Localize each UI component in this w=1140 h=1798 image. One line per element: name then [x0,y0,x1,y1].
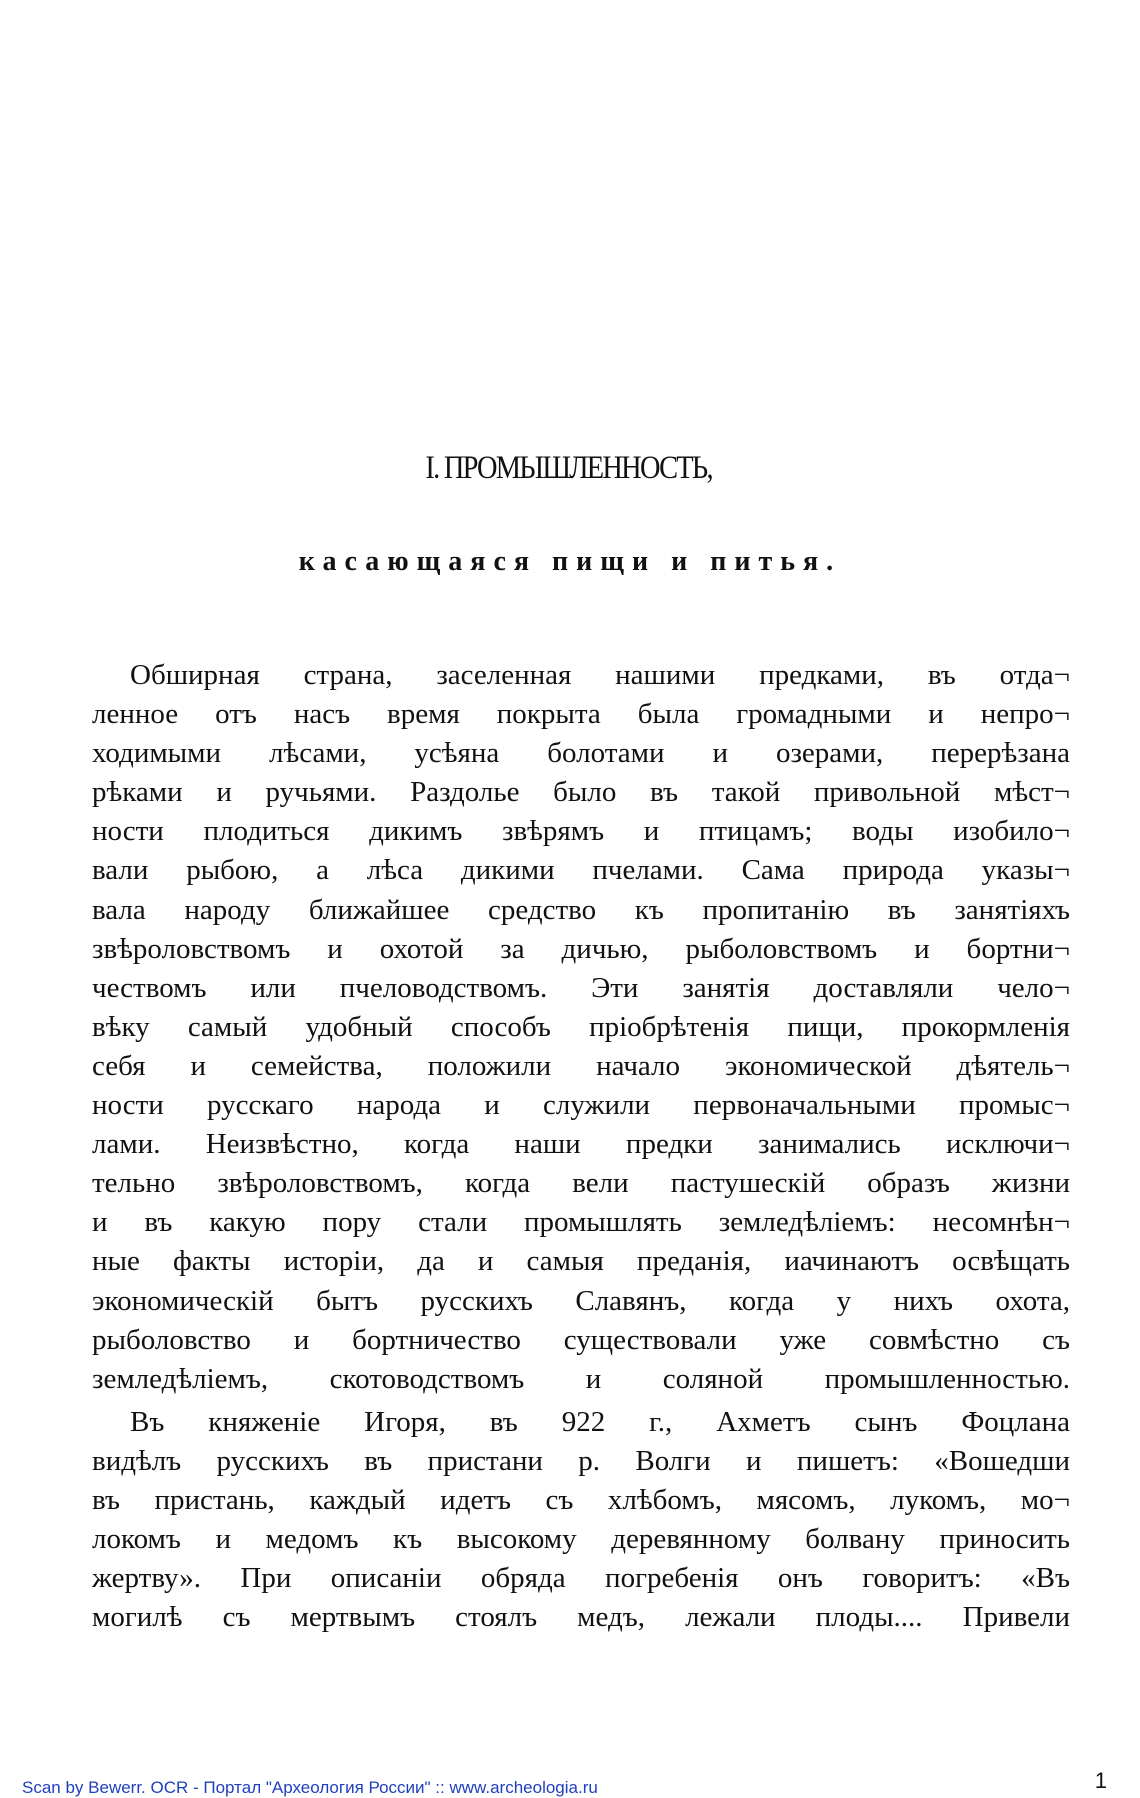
text-line: себя и семейства, положили начало экономической дѣятель¬ [92,1049,1070,1082]
text-line: лами. Неизвѣстно, когда наши предки занимались исключи¬ [92,1128,1070,1161]
text-line: могилѣ съ мертвымъ стоялъ медъ, лежали плоды.... Привели [92,1601,1070,1634]
body-text [92,656,1070,1637]
text-line: ходимыми лѣсами, усѣяна болотами и озерами, перерѣзана [92,737,1070,770]
text-line: ности русскаго народа и служили первоначальными промыс¬ [92,1089,1070,1122]
chapter-subheading: касающаяся пищи и питья. [298,546,842,577]
text-line: и въ какую пору стали промышлять земледѣліемъ: несомнѣн¬ [92,1206,1070,1239]
text-line: локомъ и медомъ къ высокому деревянному болвану приносить [92,1523,1070,1556]
text-line: рѣками и ручьями. Раздолье было въ такой привольной мѣст¬ [92,776,1070,809]
text-line: ные факты исторіи, да и самыя преданія, иачинаютъ освѣщать [92,1245,1070,1278]
text-line: звѣроловствомъ и охотой за дичью, рыболовствомъ и бортни¬ [92,932,1070,965]
text-line: Обширная страна, заселенная нашими предками, въ отда¬ [130,659,1070,691]
text-line: вала народу ближайшее средство къ пропитанію въ занятіяхъ [92,893,1070,926]
text-line: рыболовство и бортничество существовали уже совмѣстно съ [92,1323,1070,1356]
text-line: жертву». При описаніи обряда погребенія онъ говоритъ: «Въ [92,1562,1070,1595]
text-line: тельно звѣроловствомъ, когда вели пастушескій образъ жизни [92,1167,1070,1200]
text-line: въ пристань, каждый идетъ съ хлѣбомъ, мясомъ, лукомъ, мо¬ [92,1483,1070,1516]
text-line: вѣку самый удобный способъ пріобрѣтенія пищи, прокормленія [92,1010,1070,1043]
text-line: чествомъ или пчеловодствомъ. Эти занятія доставляли чело¬ [92,971,1070,1004]
text-line: Въ княженіе Игоря, въ 922 г., Ахметъ сынъ Фоцлана [130,1405,1070,1438]
chapter-heading: I. ПРОМЫШЛЕННОСТЬ, [425,450,712,486]
page-number: 1 [1094,1768,1107,1793]
text-line: вали рыбою, а лѣса дикими пчелами. Сама природа указы¬ [92,854,1070,887]
text-line: ности плодиться дикимъ звѣрямъ и птицамъ; воды изобило¬ [92,815,1070,848]
scan-credit: Scan by Bewerr. OCR - Портал "Археология России" :: www.archeologia.ru [22,1778,598,1797]
paragraph [92,656,1070,1399]
paragraph [92,1403,1070,1638]
text-line: земледѣліемъ, скотоводствомъ и соляной промышленностью. [92,1362,1070,1395]
text-line: ленное отъ насъ время покрыта была громадными и непро¬ [92,698,1070,731]
text-line: видѣлъ русскихъ въ пристани р. Волги и пишетъ: «Вошедши [92,1444,1070,1477]
text-line: экономическій бытъ русскихъ Славянъ, когда у нихъ охота, [92,1284,1070,1317]
